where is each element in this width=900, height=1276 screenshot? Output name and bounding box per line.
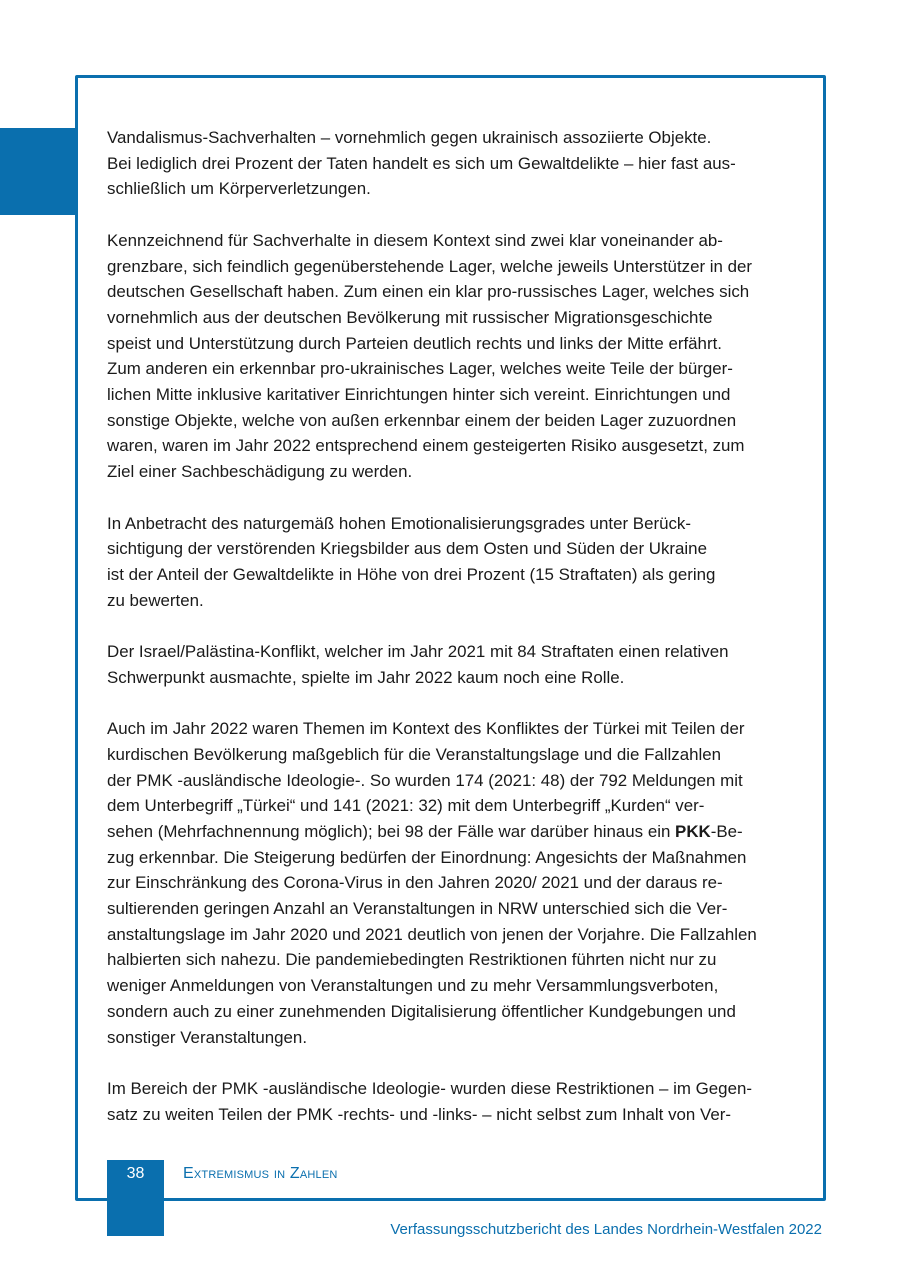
paragraph-5-before: Auch im Jahr 2022 waren Themen im Kontext des Konfliktes der Türkei mit Teilen der kurdischen Bevölkerung maßgeblich für die Veranstaltungslage und die Fallzahlen der PMK -ausländische Ideologie-. So wurden 174 (2021: 48) der 792 Meldungen mit dem Unterbegriff „Türkei“ und 141 (2021: 32) mit dem Unterbegriff „Kurden“ ver- sehen (Mehrfachnennung möglich); bei 98 der Fälle war darüber hinaus ein bbox=[107, 719, 745, 841]
paragraph-2: Kennzeichnend für Sachverhalte in diesem Kontext sind zwei klar voneinander ab- grenzbare, sich feindlich gegenüberstehende Lager, welche jeweils Unterstützer in der deutschen Gesellschaft haben. Zum einen ein klar pro-russisches Lager, welches sich vornehmlich aus der deutschen Bevölkerung mit russischer Migrationsgeschichte speist und Unterstützung durch Parteien deutlich rechts und links der Mitte erfährt. Zum anderen ein erkennbar pro-ukrainisches Lager, welches weite Teile der bürger- lichen Mitte inklusive karitativer Einrichtungen hinter sich vereint. Einrichtungen und sonstige Objekte, welche von außen erkennbar einem der beiden Lager zuzuordnen waren, waren im Jahr 2022 entsprechend einem gesteigerten Risiko ausgesetzt, zum Ziel einer Sachbeschädigung zu werden. bbox=[107, 230, 753, 482]
paragraph-5 bbox=[107, 716, 797, 1050]
page-number: 38 bbox=[107, 1160, 164, 1236]
body-text bbox=[107, 125, 797, 1153]
side-color-tab bbox=[0, 128, 75, 215]
paragraph-3: In Anbetracht des naturgemäß hohen Emotionalisierungsgrades unter Berück- sichtigung der verstörenden Kriegsbilder aus dem Osten und Süden der Ukraine ist der Anteil der Gewaltdelikte in Höhe von drei Prozent (15 Straftaten) als gering zu bewerten. bbox=[107, 513, 716, 610]
publication-title: Verfassungsschutzbericht des Landes Nordrhein-Westfalen 2022 bbox=[390, 1221, 822, 1238]
paragraph-4: Der Israel/Palästina-Konflikt, welcher im Jahr 2021 mit 84 Straftaten einen relativen Schwerpunkt ausmachte, spielte im Jahr 2022 kaum noch eine Rolle. bbox=[107, 642, 729, 687]
paragraph-6: Im Bereich der PMK -ausländische Ideologie- wurden diese Restriktionen – im Gegen- satz zu weiten Teilen der PMK -rechts- und -links- – nicht selbst zum Inhalt von Ver- bbox=[107, 1078, 752, 1124]
paragraph-5-after: -Be- zug erkennbar. Die Steigerung bedürfen der Einordnung: Angesichts der Maßnahmen zur Einschränkung des Corona-Virus in den Jahren 2020/ 2021 und der daraus re- sultierenden geringen Anzahl an Veranstaltungen in NRW unterschied sich die Ver- anstaltungslage im Jahr 2020 und 2021 deutlich von jenen der Vorjahre. Die Fallzahlen halbierten sich nahezu. Die pandemiebedingten Restriktionen führten nicht nur zu weniger Anmeldungen von Veranstaltungen und zu mehr Versammlungsverboten, sondern auch zu einer zunehmenden Digitalisierung öffentlicher Kundgebungen und sonstiger Veranstaltungen. bbox=[107, 821, 757, 1047]
pkk-bold-term: PKK bbox=[675, 821, 711, 841]
section-title: Extremismus in Zahlen bbox=[183, 1165, 338, 1182]
paragraph-1: Vandalismus-Sachverhalten – vornehmlich gegen ukrainisch assoziierte Objekte. Bei lediglich drei Prozent der Taten handelt es sich um Gewaltdelikte – hier fast aus- schließlich um Körperverletzungen. bbox=[107, 128, 736, 199]
